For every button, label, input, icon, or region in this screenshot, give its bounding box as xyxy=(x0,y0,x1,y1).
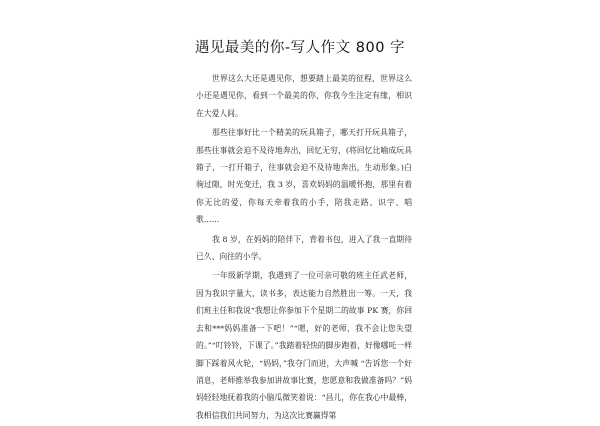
paragraph-2: 那些往事好比一个精美的玩具箱子，哪天打开玩具箱子，那些往事就会迫不及待地奔出，回忆无穷，(将回忆比喻成玩具箱子，一打开箱子，往事就会迫不及待地奔出，生动形象。)白驹过隙，时光变迁，我 3 岁，喜欢妈妈的温暖怀抱，那里有着你无比的爱，你每天牵着我的小手，陪我走路、识字、唱歌…… xyxy=(196,128,412,225)
paragraph-3: 我 8 岁，在妈妈的陪伴下，背着书包，进入了我一直期待已久、向往的小学。 xyxy=(196,234,412,262)
paragraph-1: 世界这么大还是遇见你，想要踏上最美的征程，世界这么小还是遇见你，看到一个最美的你，你我今生注定有缘，相识在大爱人间。 xyxy=(196,74,412,118)
document-title: 遇见最美的你-写人作文 800 字 xyxy=(194,40,406,56)
document-body xyxy=(196,70,412,426)
paragraph-4: 一年级新学期，我遇到了一位可亲可敬的班主任武老师，因为我识字量大，读书多，表达能力自然胜出一筹。一天，我们班主任和我说“我想让你参加下个星期二的故事 PK 赛，你回去和***妈妈准备一下吧！”“嗯，好的老师，我不会让您失望的。”“叮铃铃，下课了。”我踏着轻快的脚步跑着，好像哪吒一样脚下踩着风火轮，“妈妈，”我夺门而进，大声喊 “告诉您一个好消息，老师推举我参加讲故事比赛，您愿意和我做准备吗？”妈妈轻轻地抚着我的小脑瓜微笑着说：“昌儿，你在我心中最棒，我相信我们共同努力，为这次比赛赢得第 xyxy=(196,271,412,420)
